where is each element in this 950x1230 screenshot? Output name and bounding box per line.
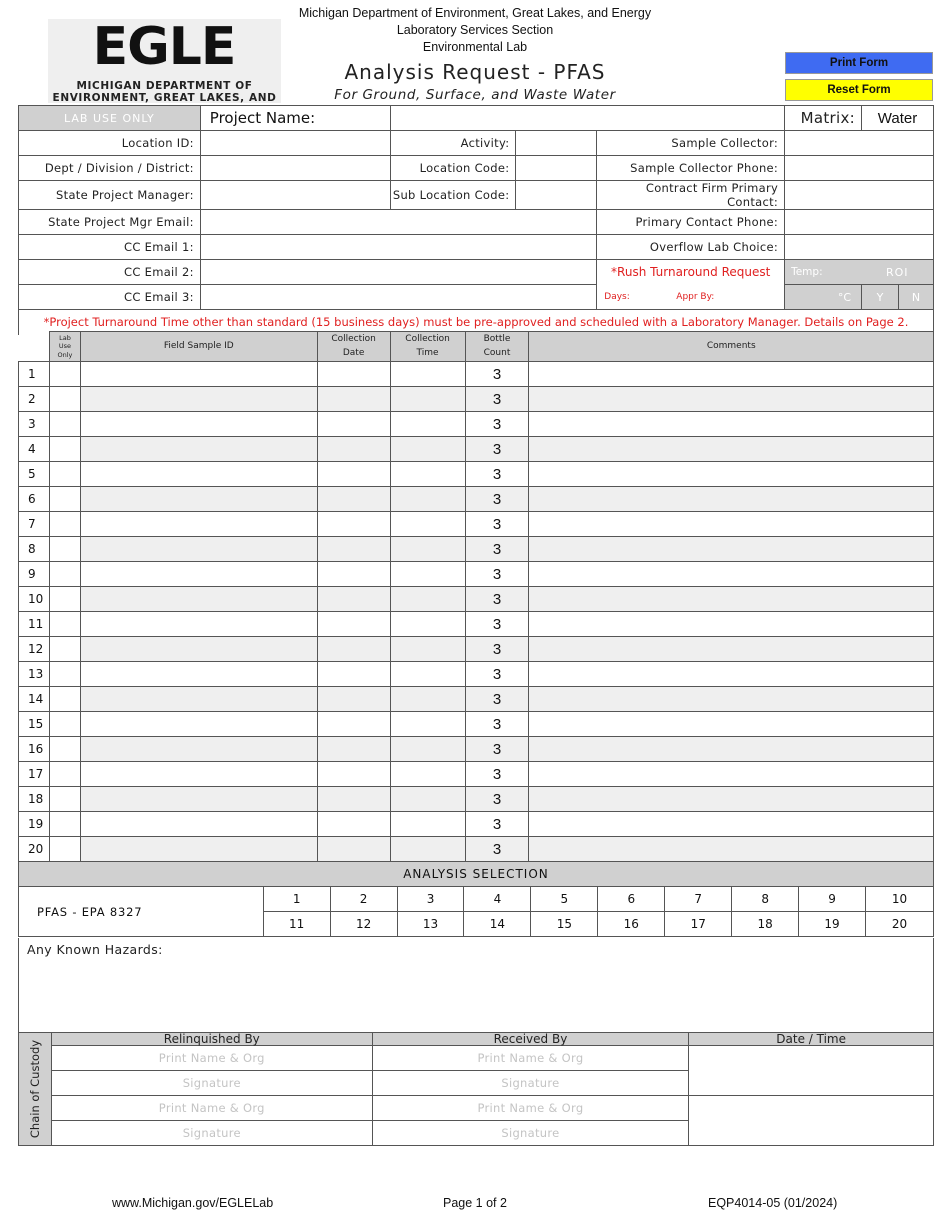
sample-row xyxy=(19,487,934,512)
sample-field-id-input[interactable] xyxy=(80,562,317,587)
analysis-sample-select[interactable]: 14 xyxy=(464,912,531,937)
sample-bottle-count-input[interactable]: 3 xyxy=(465,362,529,387)
sample-bottle-count-input[interactable]: 3 xyxy=(465,712,529,737)
sample-bottle-count-input[interactable]: 3 xyxy=(465,762,529,787)
sample-lab-use-input[interactable] xyxy=(49,387,80,412)
sample-collection-time-input[interactable] xyxy=(390,487,465,512)
contract-contact-label: Contract Firm Primary Contact: xyxy=(597,181,785,210)
analysis-sample-select[interactable]: 12 xyxy=(330,912,397,937)
primary-phone-input[interactable] xyxy=(785,210,934,235)
sample-field-id-input[interactable] xyxy=(80,837,317,862)
sample-field-id-input[interactable] xyxy=(80,512,317,537)
hazards-box[interactable] xyxy=(18,938,934,1033)
sample-row-number: 15 xyxy=(19,712,50,737)
analysis-selection-title: ANALYSIS SELECTION xyxy=(19,862,934,887)
sample-bottle-count-input[interactable]: 3 xyxy=(465,662,529,687)
matrix-value[interactable]: Water xyxy=(861,106,933,131)
sample-collection-time-input[interactable] xyxy=(390,612,465,637)
rush-turnaround-label: *Rush Turnaround Request xyxy=(597,260,785,285)
sample-row-number: 14 xyxy=(19,687,50,712)
sample-comments-input[interactable] xyxy=(529,387,934,412)
sample-field-id-input[interactable] xyxy=(80,362,317,387)
location-code-input[interactable] xyxy=(516,156,597,181)
sample-comments-input[interactable] xyxy=(529,787,934,812)
sample-field-id-input[interactable] xyxy=(80,712,317,737)
sample-row xyxy=(19,587,934,612)
sample-bottle-count-input[interactable]: 3 xyxy=(465,837,529,862)
comments-header: Comments xyxy=(529,332,934,362)
analysis-sample-select[interactable]: 6 xyxy=(598,887,665,912)
section-name: Laboratory Services Section xyxy=(396,23,554,37)
sample-collection-date-input[interactable] xyxy=(317,812,390,837)
project-info-table xyxy=(18,105,934,131)
sample-lab-use-input[interactable] xyxy=(49,712,80,737)
rush-days-label: Days: xyxy=(604,291,630,302)
page-title: Analysis Request - PFAS xyxy=(344,60,606,84)
project-details-table xyxy=(18,130,934,335)
sample-collection-time-input[interactable] xyxy=(390,587,465,612)
logo-wordmark: EGLE xyxy=(92,17,236,77)
received-signature-2[interactable]: Signature xyxy=(372,1121,689,1146)
sample-collection-time-input[interactable] xyxy=(390,562,465,587)
sample-comments-input[interactable] xyxy=(529,537,934,562)
sample-comments-input[interactable] xyxy=(529,612,934,637)
roi-label: ROI xyxy=(862,260,934,285)
sample-field-id-input[interactable] xyxy=(80,687,317,712)
analysis-sample-select[interactable]: 15 xyxy=(531,912,598,937)
sample-row-number: 7 xyxy=(19,512,50,537)
analysis-sample-select[interactable]: 20 xyxy=(866,912,934,937)
row-number-header xyxy=(19,332,50,362)
sample-row xyxy=(19,712,934,737)
sample-row-number: 10 xyxy=(19,587,50,612)
sample-lab-use-input[interactable] xyxy=(49,487,80,512)
relinquished-signature-2[interactable]: Signature xyxy=(51,1121,372,1146)
sample-collection-time-input[interactable] xyxy=(390,712,465,737)
analysis-sample-select[interactable]: 5 xyxy=(531,887,598,912)
sample-collection-time-input[interactable] xyxy=(390,537,465,562)
sample-lab-use-input[interactable] xyxy=(49,787,80,812)
sample-comments-input[interactable] xyxy=(529,762,934,787)
sample-row xyxy=(19,537,934,562)
sample-field-id-input[interactable] xyxy=(80,737,317,762)
sample-row xyxy=(19,762,934,787)
footer-url[interactable]: www.Michigan.gov/EGLELab xyxy=(112,1196,274,1210)
date-time-input-1[interactable] xyxy=(689,1046,934,1096)
sample-row-number: 5 xyxy=(19,462,50,487)
sample-row-number: 8 xyxy=(19,537,50,562)
sample-bottle-count-input[interactable]: 3 xyxy=(465,562,529,587)
sample-field-id-input[interactable] xyxy=(80,662,317,687)
sample-lab-use-input[interactable] xyxy=(49,412,80,437)
sample-collection-time-input[interactable] xyxy=(390,637,465,662)
sample-lab-use-input[interactable] xyxy=(49,637,80,662)
location-code-label: Location Code: xyxy=(390,156,516,181)
analysis-sample-select[interactable]: 7 xyxy=(665,887,732,912)
analysis-sample-select[interactable]: 19 xyxy=(799,912,866,937)
analysis-sample-select[interactable]: 17 xyxy=(665,912,732,937)
sample-bottle-count-input[interactable]: 3 xyxy=(465,587,529,612)
agency-name: Michigan Department of Environment, Great Lakes, and Energy xyxy=(298,6,652,20)
logo-line-1: MICHIGAN DEPARTMENT OF xyxy=(76,80,253,92)
sample-collection-date-input[interactable] xyxy=(317,487,390,512)
analysis-sample-select[interactable]: 3 xyxy=(397,887,464,912)
sample-row-number: 12 xyxy=(19,637,50,662)
print-form-button[interactable]: Print Form xyxy=(785,52,933,74)
sub-location-code-input[interactable] xyxy=(516,181,597,210)
sample-row xyxy=(19,512,934,537)
sample-row xyxy=(19,812,934,837)
sample-lab-use-input[interactable] xyxy=(49,362,80,387)
analysis-sample-select[interactable]: 1 xyxy=(263,887,330,912)
sample-comments-input[interactable] xyxy=(529,587,934,612)
collector-phone-label: Sample Collector Phone: xyxy=(597,156,785,181)
matrix-label: Matrix: xyxy=(785,106,862,131)
sample-bottle-count-input[interactable]: 3 xyxy=(465,487,529,512)
relinquished-print-name-2[interactable]: Print Name & Org xyxy=(51,1096,372,1121)
sample-collection-date-input[interactable] xyxy=(317,662,390,687)
sample-comments-input[interactable] xyxy=(529,712,934,737)
rush-details xyxy=(597,285,785,310)
state-pm-email-input[interactable] xyxy=(200,210,596,235)
sample-row xyxy=(19,462,934,487)
sample-comments-input[interactable] xyxy=(529,637,934,662)
reset-form-button[interactable]: Reset Form xyxy=(785,79,933,101)
state-pm-label: State Project Manager: xyxy=(19,181,201,210)
sample-row xyxy=(19,612,934,637)
sample-lab-use-input[interactable] xyxy=(49,512,80,537)
sample-row xyxy=(19,412,934,437)
cc-email-3-input[interactable] xyxy=(200,285,596,310)
sample-bottle-count-input[interactable]: 3 xyxy=(465,787,529,812)
relinquished-signature-1[interactable]: Signature xyxy=(51,1071,372,1096)
lab-use-header: Lab Use Only xyxy=(49,332,80,362)
sample-collection-time-input[interactable] xyxy=(390,737,465,762)
analysis-sample-select[interactable]: 9 xyxy=(799,887,866,912)
dept-label: Dept / Division / District: xyxy=(19,156,201,181)
sample-comments-input[interactable] xyxy=(529,462,934,487)
sample-row-number: 4 xyxy=(19,437,50,462)
roi-yes-option[interactable]: Y xyxy=(862,285,899,310)
sample-bottle-count-input[interactable]: 3 xyxy=(465,812,529,837)
sample-collection-date-input[interactable] xyxy=(317,637,390,662)
sample-field-id-input[interactable] xyxy=(80,462,317,487)
sample-bottle-count-input[interactable]: 3 xyxy=(465,637,529,662)
sample-row xyxy=(19,637,934,662)
analysis-method: PFAS - EPA 8327 xyxy=(19,887,264,937)
sample-collection-date-input[interactable] xyxy=(317,362,390,387)
sample-row-number: 16 xyxy=(19,737,50,762)
sample-row-number: 6 xyxy=(19,487,50,512)
dept-input[interactable] xyxy=(200,156,390,181)
sample-bottle-count-input[interactable]: 3 xyxy=(465,537,529,562)
lab-name: Environmental Lab xyxy=(422,40,528,54)
sample-collection-time-input[interactable] xyxy=(390,812,465,837)
sample-field-id-input[interactable] xyxy=(80,487,317,512)
footer-page-number: Page 1 of 2 xyxy=(443,1196,507,1210)
sample-comments-input[interactable] xyxy=(529,562,934,587)
analysis-sample-select[interactable]: 13 xyxy=(397,912,464,937)
analysis-sample-select[interactable]: 2 xyxy=(330,887,397,912)
sample-collection-date-input[interactable] xyxy=(317,462,390,487)
lab-use-only-label: LAB USE ONLY xyxy=(19,106,201,131)
rush-appr-by-label: Appr By: xyxy=(676,291,715,302)
sample-collection-time-input[interactable] xyxy=(390,512,465,537)
sample-comments-input[interactable] xyxy=(529,812,934,837)
sample-lab-use-input[interactable] xyxy=(49,837,80,862)
sample-bottle-count-input[interactable]: 3 xyxy=(465,462,529,487)
sample-collection-date-input[interactable] xyxy=(317,512,390,537)
date-time-input-2[interactable] xyxy=(689,1096,934,1146)
sample-comments-input[interactable] xyxy=(529,737,934,762)
sample-lab-use-input[interactable] xyxy=(49,537,80,562)
state-pm-input[interactable] xyxy=(200,181,390,210)
sample-lab-use-input[interactable] xyxy=(49,587,80,612)
sample-collection-date-input[interactable] xyxy=(317,762,390,787)
analysis-sample-select[interactable]: 8 xyxy=(732,887,799,912)
sample-row-number: 9 xyxy=(19,562,50,587)
sample-collection-time-input[interactable] xyxy=(390,462,465,487)
sample-collection-date-input[interactable] xyxy=(317,737,390,762)
temp-label: Temp: xyxy=(785,260,862,285)
analysis-sample-select[interactable]: 10 xyxy=(866,887,934,912)
sample-collection-date-input[interactable] xyxy=(317,712,390,737)
sample-comments-input[interactable] xyxy=(529,437,934,462)
roi-no-option[interactable]: N xyxy=(898,285,933,310)
received-signature-1[interactable]: Signature xyxy=(372,1071,689,1096)
analysis-selection-table xyxy=(18,861,934,937)
sample-row xyxy=(19,562,934,587)
sample-row xyxy=(19,362,934,387)
sample-bottle-count-input[interactable]: 3 xyxy=(465,612,529,637)
overflow-lab-label: Overflow Lab Choice: xyxy=(597,235,785,260)
relinquished-by-header: Relinquished By xyxy=(51,1033,372,1046)
sample-field-id-input[interactable] xyxy=(80,637,317,662)
chain-of-custody-table xyxy=(18,1032,934,1146)
sample-collection-time-input[interactable] xyxy=(390,762,465,787)
sample-collection-date-input[interactable] xyxy=(317,687,390,712)
relinquished-print-name-1[interactable]: Print Name & Org xyxy=(51,1046,372,1071)
sample-collection-time-input[interactable] xyxy=(390,412,465,437)
sample-row xyxy=(19,387,934,412)
cc-email-1-label: CC Email 1: xyxy=(19,235,201,260)
activity-input[interactable] xyxy=(516,131,597,156)
sample-bottle-count-input[interactable]: 3 xyxy=(465,437,529,462)
page-subtitle: For Ground, Surface, and Waste Water xyxy=(334,87,616,103)
sample-row-number: 13 xyxy=(19,662,50,687)
sample-row xyxy=(19,737,934,762)
state-pm-email-label: State Project Mgr Email: xyxy=(19,210,201,235)
sample-collection-date-input[interactable] xyxy=(317,562,390,587)
sample-comments-input[interactable] xyxy=(529,662,934,687)
sample-field-id-input[interactable] xyxy=(80,412,317,437)
turnaround-notice: *Project Turnaround Time other than standard (15 business days) must be pre-approved and scheduled with a Laboratory Manager. Details on Page 2. xyxy=(19,310,934,335)
activity-label: Activity: xyxy=(390,131,516,156)
cc-email-3-label: CC Email 3: xyxy=(19,285,201,310)
sample-field-id-input[interactable] xyxy=(80,612,317,637)
sample-row-number: 17 xyxy=(19,762,50,787)
sample-collection-date-input[interactable] xyxy=(317,612,390,637)
location-id-label: Location ID: xyxy=(19,131,201,156)
logo-line-2: ENVIRONMENT, GREAT LAKES, AND xyxy=(52,92,277,104)
temp-celsius-input[interactable]: °C xyxy=(785,285,862,310)
sample-collection-time-input[interactable] xyxy=(390,787,465,812)
sample-lab-use-input[interactable] xyxy=(49,662,80,687)
project-name-input[interactable] xyxy=(390,106,784,131)
sample-comments-input[interactable] xyxy=(529,487,934,512)
cc-email-2-input[interactable] xyxy=(200,260,596,285)
sample-table xyxy=(18,331,934,862)
sample-row xyxy=(19,787,934,812)
sample-collector-input[interactable] xyxy=(785,131,934,156)
sample-row-number: 20 xyxy=(19,837,50,862)
sample-lab-use-input[interactable] xyxy=(49,612,80,637)
sample-field-id-input[interactable] xyxy=(80,437,317,462)
sample-collection-date-input[interactable] xyxy=(317,787,390,812)
sample-field-id-input[interactable] xyxy=(80,762,317,787)
sample-row xyxy=(19,837,934,862)
sample-lab-use-input[interactable] xyxy=(49,762,80,787)
overflow-lab-input[interactable] xyxy=(785,235,934,260)
sample-collection-date-input[interactable] xyxy=(317,437,390,462)
bottle-count-header: Bottle Count xyxy=(465,332,529,362)
collection-date-header: Collection Date xyxy=(317,332,390,362)
sample-lab-use-input[interactable] xyxy=(49,812,80,837)
sample-collection-date-input[interactable] xyxy=(317,587,390,612)
collector-phone-input[interactable] xyxy=(785,156,934,181)
received-print-name-2[interactable]: Print Name & Org xyxy=(372,1096,689,1121)
sample-collection-time-input[interactable] xyxy=(390,362,465,387)
sample-bottle-count-input[interactable]: 3 xyxy=(465,387,529,412)
sample-collection-date-input[interactable] xyxy=(317,837,390,862)
sample-lab-use-input[interactable] xyxy=(49,687,80,712)
sample-row xyxy=(19,662,934,687)
location-id-input[interactable] xyxy=(200,131,390,156)
sample-lab-use-input[interactable] xyxy=(49,462,80,487)
sample-comments-input[interactable] xyxy=(529,687,934,712)
sample-row-number: 2 xyxy=(19,387,50,412)
sample-field-id-input[interactable] xyxy=(80,587,317,612)
sample-row-number: 3 xyxy=(19,412,50,437)
footer-form-id: EQP4014-05 (01/2024) xyxy=(708,1196,838,1210)
sample-row-number: 19 xyxy=(19,812,50,837)
sample-bottle-count-input[interactable]: 3 xyxy=(465,412,529,437)
analysis-sample-select[interactable]: 11 xyxy=(263,912,330,937)
sample-lab-use-input[interactable] xyxy=(49,737,80,762)
sample-comments-input[interactable] xyxy=(529,837,934,862)
date-time-header: Date / Time xyxy=(689,1033,934,1046)
sample-collection-date-input[interactable] xyxy=(317,537,390,562)
project-name-label: Project Name: xyxy=(200,106,390,131)
egle-logo xyxy=(48,19,281,103)
field-sample-id-header: Field Sample ID xyxy=(80,332,317,362)
analysis-sample-select[interactable]: 18 xyxy=(732,912,799,937)
sample-field-id-input[interactable] xyxy=(80,787,317,812)
sample-field-id-input[interactable] xyxy=(80,537,317,562)
sample-collection-time-input[interactable] xyxy=(390,387,465,412)
sample-collection-time-input[interactable] xyxy=(390,437,465,462)
cc-email-1-input[interactable] xyxy=(200,235,596,260)
analysis-sample-select[interactable]: 4 xyxy=(464,887,531,912)
sample-bottle-count-input[interactable]: 3 xyxy=(465,687,529,712)
sample-row xyxy=(19,437,934,462)
sample-collection-time-input[interactable] xyxy=(390,662,465,687)
sample-comments-input[interactable] xyxy=(529,412,934,437)
sample-row-number: 11 xyxy=(19,612,50,637)
primary-phone-label: Primary Contact Phone: xyxy=(597,210,785,235)
cc-email-2-label: CC Email 2: xyxy=(19,260,201,285)
received-by-header: Received By xyxy=(372,1033,689,1046)
sub-location-code-label: Sub Location Code: xyxy=(390,181,516,210)
sample-lab-use-input[interactable] xyxy=(49,437,80,462)
sample-row xyxy=(19,687,934,712)
analysis-sample-select[interactable]: 16 xyxy=(598,912,665,937)
sample-row-number: 18 xyxy=(19,787,50,812)
sample-comments-input[interactable] xyxy=(529,512,934,537)
sample-collection-time-input[interactable] xyxy=(390,837,465,862)
sample-collection-time-input[interactable] xyxy=(390,687,465,712)
sample-lab-use-input[interactable] xyxy=(49,562,80,587)
sample-collector-label: Sample Collector: xyxy=(597,131,785,156)
sample-comments-input[interactable] xyxy=(529,362,934,387)
received-print-name-1[interactable]: Print Name & Org xyxy=(372,1046,689,1071)
sample-collection-date-input[interactable] xyxy=(317,387,390,412)
contract-contact-input[interactable] xyxy=(785,181,934,210)
sample-collection-date-input[interactable] xyxy=(317,412,390,437)
collection-time-header: Collection Time xyxy=(390,332,465,362)
sample-row-number: 1 xyxy=(19,362,50,387)
sample-field-id-input[interactable] xyxy=(80,387,317,412)
sample-bottle-count-input[interactable]: 3 xyxy=(465,737,529,762)
sample-field-id-input[interactable] xyxy=(80,812,317,837)
hazards-label: Any Known Hazards: xyxy=(27,942,163,957)
sample-bottle-count-input[interactable]: 3 xyxy=(465,512,529,537)
chain-of-custody-label: Chain of Custody xyxy=(19,1033,52,1146)
